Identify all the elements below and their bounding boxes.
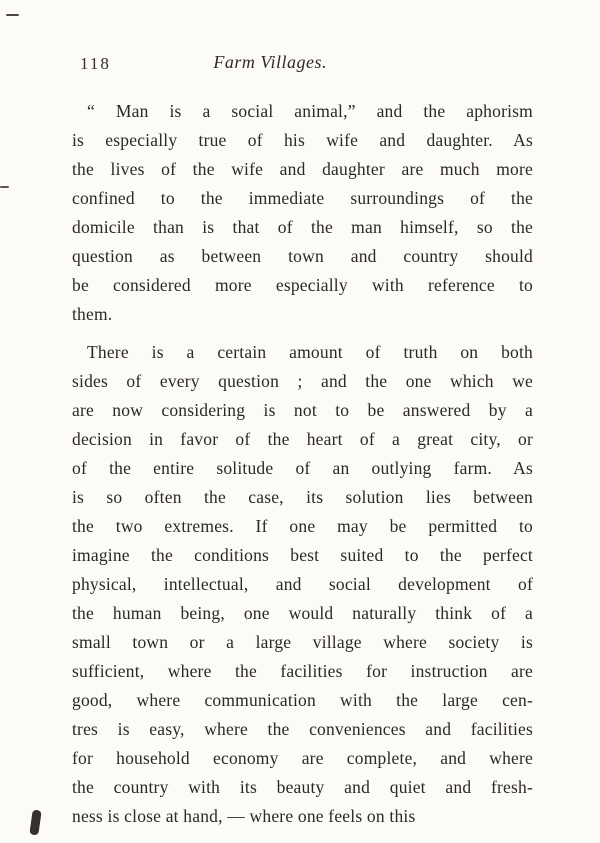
text-line: question as between town and country should [72,246,533,266]
text-line: tres is easy, where the conveniences and facilities [72,719,533,739]
text-line: physical, intellectual, and social development of [72,574,533,594]
running-header-title: Farm Villages. [213,52,328,72]
text-line: are now considering is not to be answered by a [72,400,533,420]
text-line: domicile than is that of the man himself, so the [72,217,533,237]
text-line: the lives of the wife and daughter are much more [72,159,533,179]
scan-mark-bottom-left [29,809,41,835]
text-line: “ Man is a social animal,” and the aphorism [87,101,533,121]
text-line: small town or a large village where society is [72,632,533,652]
scan-mark-top-left [6,14,19,16]
text-line: the human being, one would naturally think of a [72,603,533,623]
text-line: imagine the conditions best suited to the perfect [72,545,533,565]
text-line: good, where communication with the large cen- [72,690,533,710]
text-line: for household economy are complete, and where [72,748,533,768]
text-line: the two extremes. If one may be permitted to [72,516,533,536]
text-line: of the entire solitude of an outlying farm. As [72,458,533,478]
text-line: confined to the immediate surroundings of the [72,188,533,208]
text-line: the country with its beauty and quiet and fresh- [72,777,533,797]
scan-mark-left-edge [0,186,9,188]
text-line: decision in favor of the heart of a great city, or [72,429,533,449]
text-line: is so often the case, its solution lies between [72,487,533,507]
text-line: is especially true of his wife and daughter. As [72,130,533,150]
text-line: be considered more especially with reference to [72,275,533,295]
body-text [72,97,533,831]
text-line: sufficient, where the facilities for instruction are [72,661,533,681]
text-line: There is a certain amount of truth on both [87,342,533,362]
paragraph [72,97,533,329]
page-number: 118 [80,54,111,73]
paragraph [72,338,533,831]
text-line: sides of every question ; and the one which we [72,371,533,391]
text-line: them. [72,304,113,324]
text-line: ness is close at hand, — where one feels on this [72,806,416,826]
page-header [72,52,533,78]
